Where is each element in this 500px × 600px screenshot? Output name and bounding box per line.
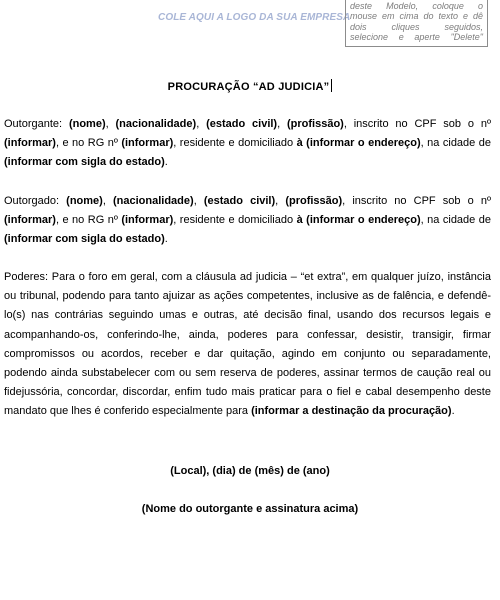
placeholder-field: (informar)	[121, 137, 174, 150]
paragraph-text: ,	[105, 118, 116, 130]
placeholder-field: (informar)	[4, 137, 56, 150]
text-cursor	[331, 79, 332, 92]
placeholder-field: (nacionalidade)	[113, 195, 194, 207]
note-line: dois cliques seguidos,	[350, 21, 483, 32]
paragraph-text: , e no RG nº	[55, 137, 122, 150]
paragraph-text: Outorgante:	[4, 118, 69, 130]
paragraph-text: Poderes: Para o foro em geral, com a cláusula ad judicia – “et extra”, em qualquer juízo, instância ou tribunal, podendo para tanto ajuizar as ações competentes, inclusive as de falência, e defendê-lo(s) nas contrárias seguindo umas e outras, até decisão final, usando dos recursos legais e acompanhando-os, conferindo-lhe, ainda, poderes para confessar, desistir, transigir, firmar compromissos ou acordos, receber e dar quitação, agindo em conjunto ou separadamente, podendo ainda substabelecer com ou sem reserva de poderes, assinar termos de caução real ou fidejussória, concordar, discordar, enfim tudo mais praticar para o fiel e cabal desempenho deste mandato que lhes é conferido especialmente para	[4, 271, 491, 418]
paragraph-text: .	[164, 233, 168, 246]
document-title-text: PROCURAÇÃO “AD JUDICIA”	[167, 81, 330, 93]
note-line: mouse em cima do texto e dê	[350, 11, 483, 21]
poderes-paragraph[interactable]	[4, 268, 491, 422]
paragraph-text: ,	[275, 195, 286, 207]
paragraph-text: , inscrito no CPF sob o nº	[342, 195, 491, 207]
document-title[interactable]	[0, 79, 500, 93]
paragraph-text: ,	[196, 118, 207, 130]
placeholder-field: à (informar o endereço)	[296, 214, 421, 227]
paragraph-text: , residente e domiciliado	[173, 214, 297, 227]
paragraph-text: , residente e domiciliado	[173, 137, 297, 150]
placeholder-field: (nacionalidade)	[115, 118, 197, 130]
placeholder-field: (informar a destinação da procuração)	[251, 405, 452, 418]
placeholder-field: (profissão)	[285, 195, 343, 207]
placeholder-field: (profissão)	[287, 118, 344, 130]
paragraph-text: Outorgado:	[4, 195, 67, 207]
paragraph-text: , na cidade de	[420, 137, 491, 150]
paragraph-text: ,	[277, 118, 287, 130]
placeholder-field: (estado civil)	[203, 195, 276, 207]
paragraph-text: .	[164, 156, 168, 169]
outorgado-paragraph[interactable]	[4, 192, 491, 250]
placeholder-field: (estado civil)	[206, 118, 278, 130]
placeholder-field: (nome)	[66, 195, 103, 207]
paragraph-text: .	[451, 405, 455, 418]
placeholder-field: à (informar o endereço)	[296, 137, 421, 150]
paragraph-text: , inscrito no CPF sob o nº	[343, 118, 491, 130]
logo-placeholder: COLE AQUI A LOGO DA SUA EMPRESA	[158, 12, 351, 23]
placeholder-field: (informar com sigla do estado)	[4, 156, 165, 169]
instructions-note-box	[345, 0, 488, 47]
signature-line[interactable]: (Nome do outorgante e assinatura acima)	[141, 503, 359, 515]
placeholder-field: (nome)	[68, 118, 106, 130]
outorgante-paragraph[interactable]	[4, 115, 491, 173]
note-line: deste Modelo, coloque o	[350, 0, 483, 11]
paragraph-text: ,	[193, 195, 204, 207]
local-date-line[interactable]: (Local), (dia) de (mês) de (ano)	[170, 465, 330, 477]
paragraph-text: ,	[102, 195, 113, 207]
paragraph-text: , e no RG nº	[55, 214, 122, 227]
placeholder-field: (informar)	[121, 214, 174, 227]
placeholder-field: (informar com sigla do estado)	[4, 233, 165, 246]
note-line: selecione e aperte "Delete"	[350, 32, 483, 42]
paragraph-text: , na cidade de	[420, 214, 491, 227]
placeholder-field: (informar)	[4, 214, 56, 227]
